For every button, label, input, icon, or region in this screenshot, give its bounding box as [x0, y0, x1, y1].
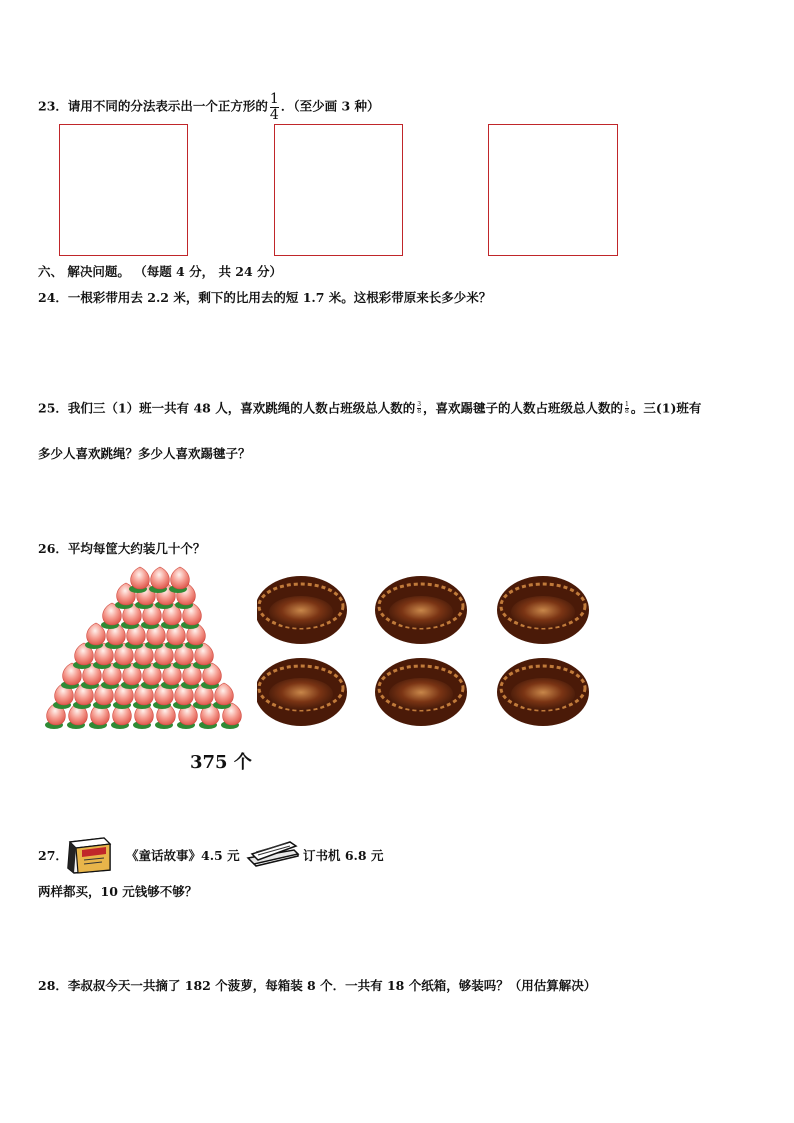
q28-text: 28．李叔叔今天一共摘了 182 个菠萝，每箱装 8 个．一共有 18 个纸箱，够装吗？（用估算解决）	[38, 978, 597, 993]
q25-line1: 25．我们三（1）班一共有 48 人，喜欢跳绳的人数占班级总人数的 $\frac{3}{8}$ ，喜欢踢毽子的人数占班级总人数的 $\frac{1}{8}$ 。三(1)班有	[38, 400, 702, 416]
section-header: 六、 解决问题。 （每题 4 分， 共 24 分）	[38, 264, 283, 279]
stapler-icon	[244, 836, 300, 868]
q23-text: 23．请用不同的分法表示出一个正方形的 $\frac{1}{4}$ ．（至少画 3 种）	[38, 91, 380, 123]
q23-fraction: $\frac{1}{4}$	[269, 91, 279, 123]
q24-text: 24．一根彩带用去 2.2 米，剩下的比用去的短 1.7 米。这根彩带原来长多少米？	[38, 290, 492, 305]
drawing-square-3[interactable]	[488, 124, 618, 256]
q25-fraction-2: $\frac{1}{8}$	[625, 401, 629, 416]
baskets-image	[257, 570, 595, 734]
q27-book-price: 《童话故事》4.5 元	[126, 848, 240, 863]
q27-stapler-price: 订书机 6.8 元	[303, 848, 384, 863]
drawing-square-1[interactable]	[59, 124, 188, 256]
peach-pile-image	[44, 565, 250, 733]
peach-count-label: 375 个	[190, 752, 252, 773]
q25-line2: 多少人喜欢跳绳？多少人喜欢踢毽子？	[38, 446, 251, 461]
q26-text: 26．平均每筐大约装几十个？	[38, 541, 206, 556]
q27-number: 27．	[38, 848, 68, 863]
q27-question: 两样都买，10 元钱够不够？	[38, 884, 198, 899]
q25-fraction-1: $\frac{3}{8}$	[417, 401, 422, 416]
drawing-square-2[interactable]	[274, 124, 403, 256]
book-icon	[64, 836, 116, 874]
